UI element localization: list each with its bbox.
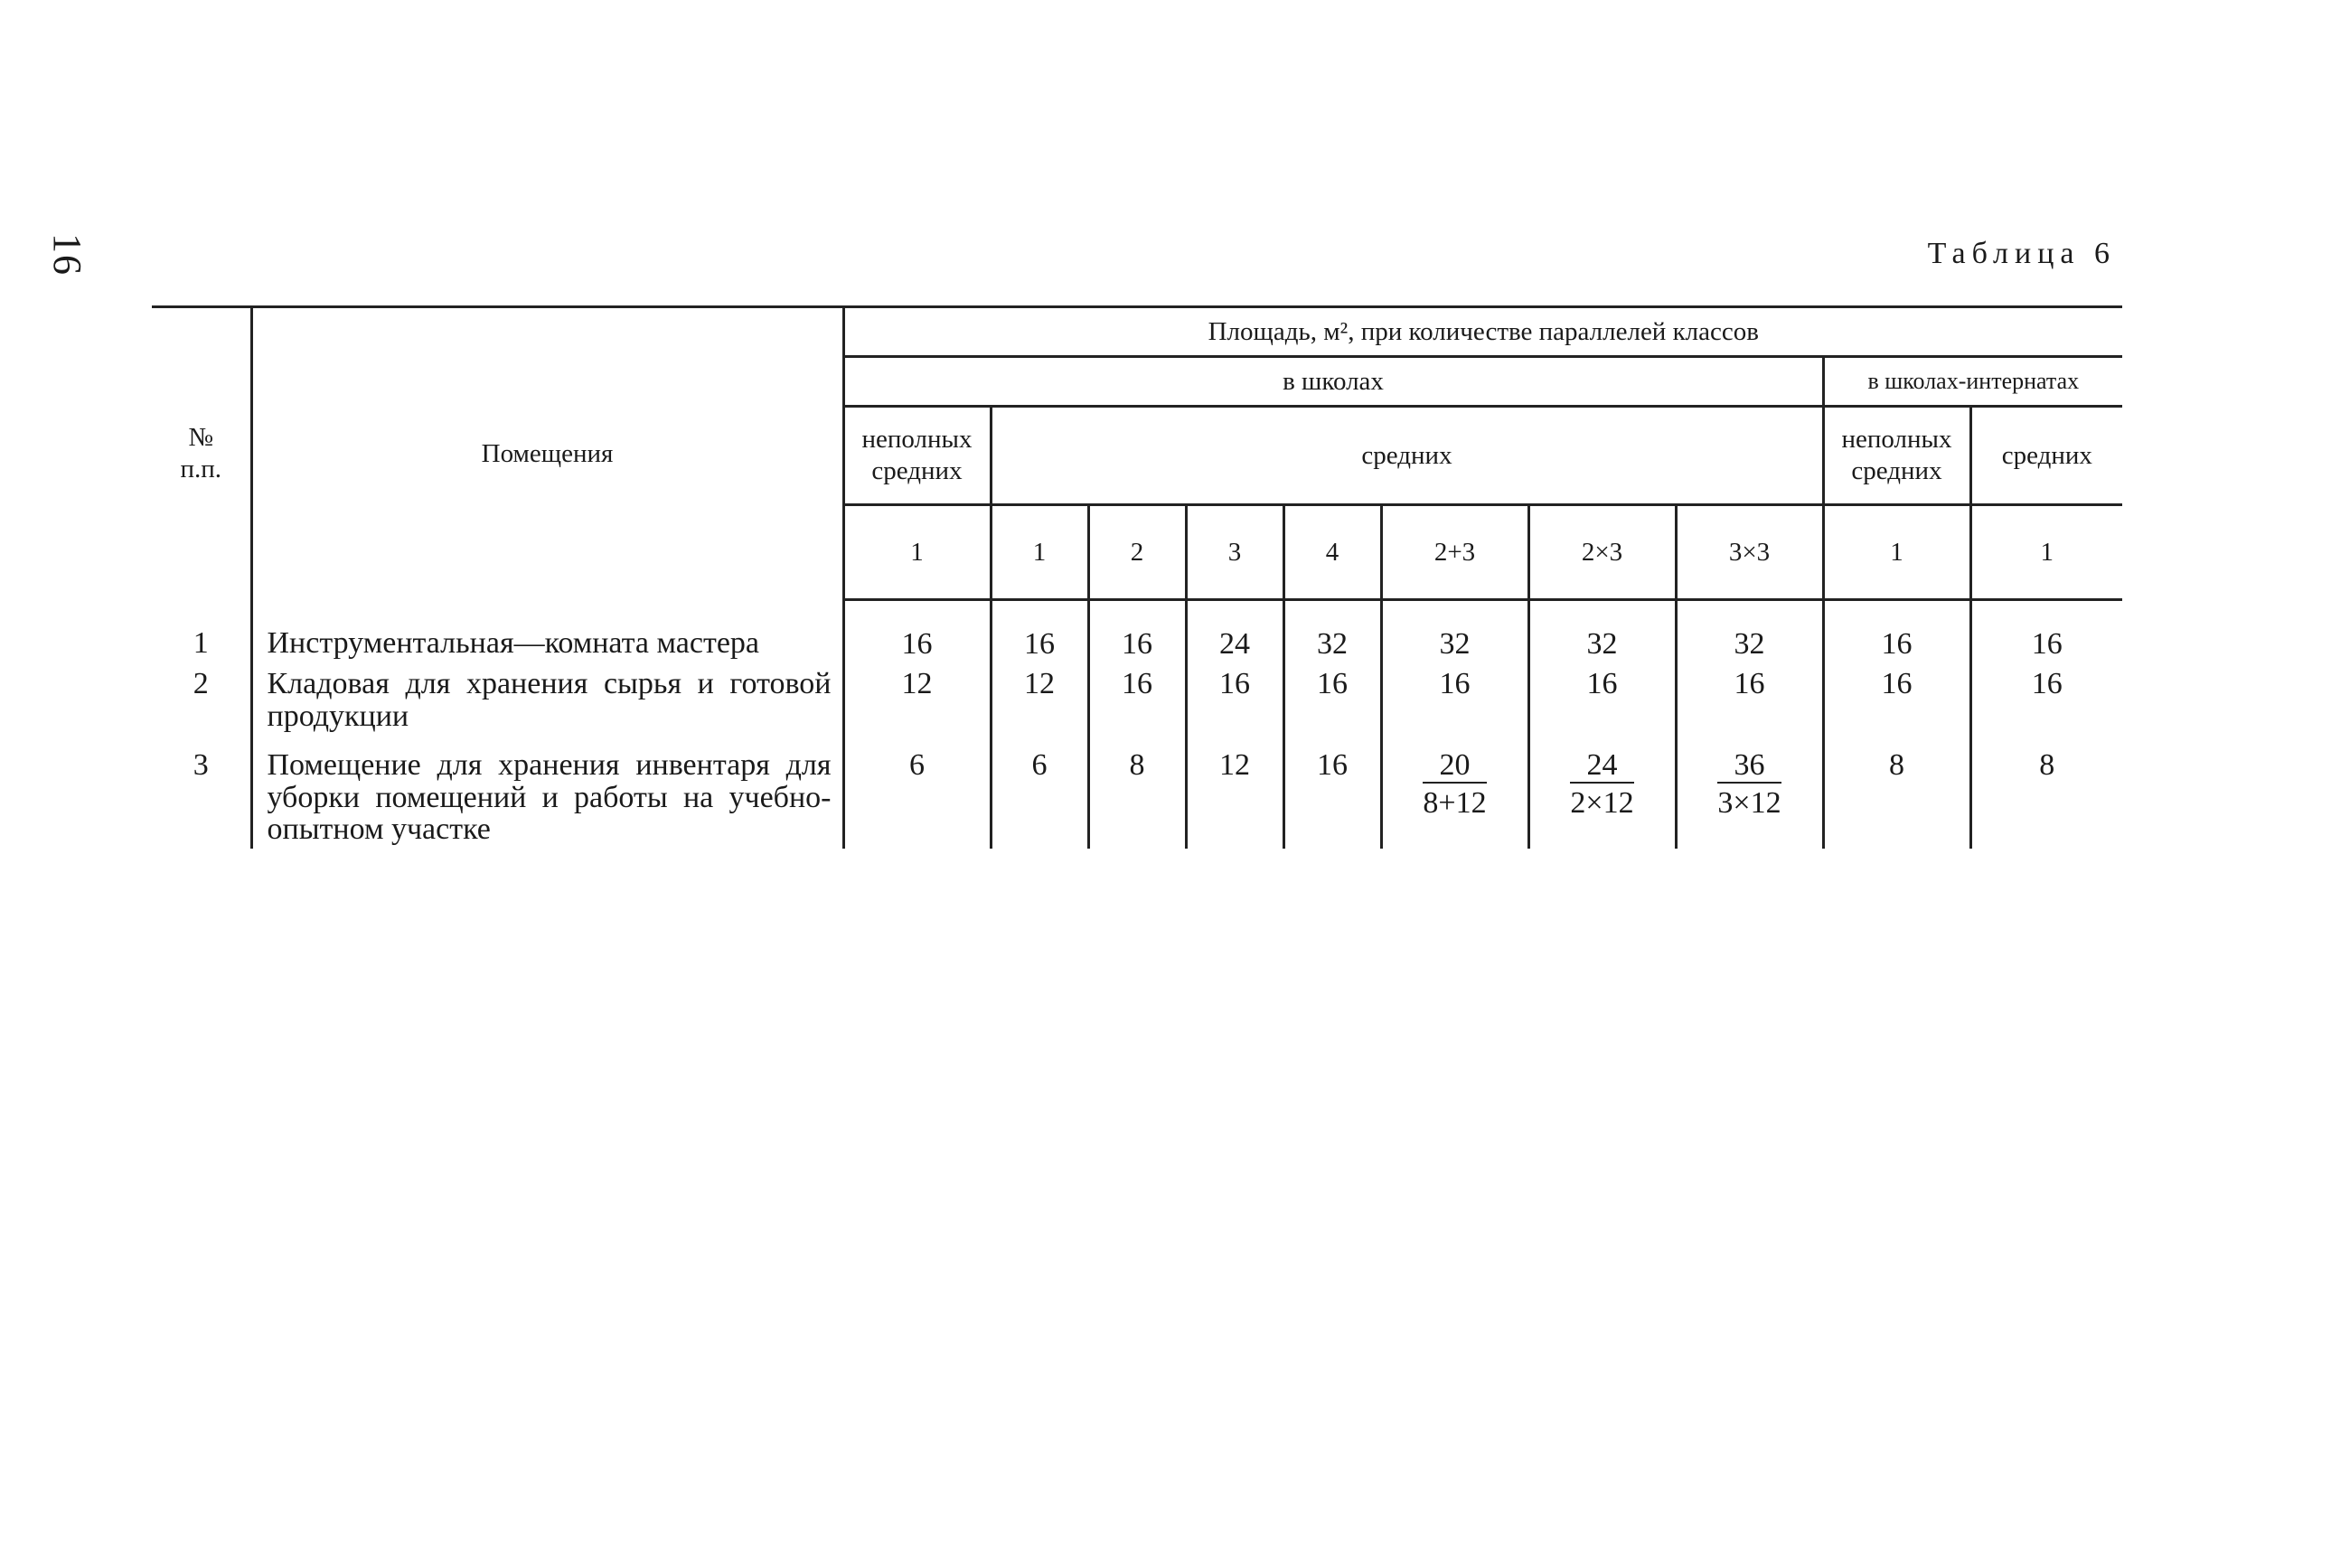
fraction-numerator: 36 [1717, 749, 1781, 784]
area-value: 16 [1381, 664, 1528, 740]
area-value: 16 [843, 600, 991, 665]
area-value: 16 [991, 600, 1088, 665]
area-value: 32 [1283, 600, 1381, 665]
header-incomplete-secondary: неполных средних [843, 407, 991, 505]
area-value: 12 [843, 664, 991, 740]
area-value: 16 [1676, 664, 1823, 740]
header-secondary: средних [991, 407, 1823, 505]
area-value: 32 [1676, 600, 1823, 665]
parallel-count: 1 [1823, 505, 1970, 600]
table-caption: Таблица 6 [1927, 237, 2116, 270]
header-in-schools: в школах [843, 357, 1823, 407]
area-value: 8 [1088, 740, 1186, 849]
area-value: 32 [1528, 600, 1676, 665]
area-fraction [1381, 740, 1528, 849]
room-name: Помещение для хранения инвентаря для уборки помещений и работы на учебно-опытном участке [251, 740, 843, 849]
room-name: Кладовая для хранения сырья и готовой продукции [251, 664, 843, 740]
area-value: 16 [1088, 600, 1186, 665]
area-value: 16 [1970, 600, 2122, 665]
table-row [152, 600, 2122, 665]
table-row [152, 740, 2122, 849]
area-value: 16 [1823, 600, 1970, 665]
area-fraction [1528, 740, 1676, 849]
fraction-denominator: 3×12 [1717, 785, 1781, 820]
row-number: 1 [152, 600, 251, 665]
parallel-count: 1 [1970, 505, 2122, 600]
area-value: 8 [1823, 740, 1970, 849]
header-rooms: Помещения [251, 307, 843, 600]
parallel-count: 4 [1283, 505, 1381, 600]
row-number: 3 [152, 740, 251, 849]
area-fraction [1676, 740, 1823, 849]
fraction-numerator: 20 [1423, 749, 1486, 784]
parallel-count: 2×3 [1528, 505, 1676, 600]
area-value: 16 [1283, 740, 1381, 849]
area-table [152, 305, 2122, 849]
header-boarding-secondary: средних [1970, 407, 2122, 505]
area-value: 12 [1186, 740, 1283, 849]
area-value: 16 [1823, 664, 1970, 740]
area-value: 16 [1528, 664, 1676, 740]
room-name: Инструментальная—комната мастера [251, 600, 843, 665]
area-value: 6 [991, 740, 1088, 849]
page-number: 16 [45, 233, 89, 277]
area-value: 16 [1186, 664, 1283, 740]
area-value: 12 [991, 664, 1088, 740]
area-value: 24 [1186, 600, 1283, 665]
header-in-boarding: в школах-интернатах [1823, 357, 2122, 407]
parallel-count: 2 [1088, 505, 1186, 600]
fraction-denominator: 2×12 [1570, 785, 1634, 820]
header-area: Площадь, м², при количестве параллелей классов [843, 307, 2122, 357]
area-value: 32 [1381, 600, 1528, 665]
parallel-count: 1 [991, 505, 1088, 600]
parallel-count: 2+3 [1381, 505, 1528, 600]
parallel-count: 3 [1186, 505, 1283, 600]
fraction-numerator: 24 [1570, 749, 1633, 784]
header-boarding-incomplete: неполных средних [1823, 407, 1970, 505]
area-value: 16 [1970, 664, 2122, 740]
area-value: 6 [843, 740, 991, 849]
area-value: 16 [1283, 664, 1381, 740]
area-value: 8 [1970, 740, 2122, 849]
header-no: № п.п. [152, 307, 251, 600]
parallel-count: 3×3 [1676, 505, 1823, 600]
row-number: 2 [152, 664, 251, 740]
table-row [152, 664, 2122, 740]
parallel-count: 1 [843, 505, 991, 600]
fraction-denominator: 8+12 [1423, 785, 1487, 820]
area-value: 16 [1088, 664, 1186, 740]
